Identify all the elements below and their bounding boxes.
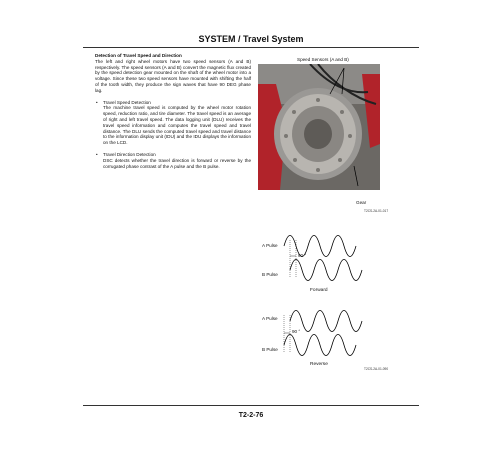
header-rule (83, 47, 419, 48)
speed-sensor-photo (258, 64, 380, 190)
bullet-title: • Travel Speed Detection (95, 100, 251, 106)
reverse-a-pulse-label: A Pulse (262, 316, 278, 321)
reverse-label: Reverse (310, 362, 328, 367)
forward-label: Forward (310, 288, 328, 293)
page-number: T2-2-76 (238, 412, 264, 419)
forward-b-pulse-label: B Pulse (262, 272, 278, 277)
bullet-body: DSC detects whether the travel direction is forward or reverse by the corrugated phase contrast of the A pulse and the B pulse. (103, 157, 251, 169)
left-text-column (95, 53, 251, 169)
bullet-title: • Travel Direction Detection (95, 152, 251, 158)
bullet-body: The machine travel speed is computed by the wheel motor rotation speed, reduction ratio, and tire diameter. The travel speed is an average of right and left travel speed. The data logging unit (DLU) receives the travel speed information and computes the travel speed and travel distance. The DLU sends the computed travel speed and travel distance to the information display unit (IDU) and the IDU displays the information on the LCD. (103, 105, 251, 146)
photo-caption: Speed Sensors (A and B) (297, 57, 349, 62)
reverse-b-pulse-label: B Pulse (262, 347, 278, 352)
waveform-code: T2CS-2A-01-090 (364, 367, 389, 371)
intro-paragraph: The left and right wheel motors have two speed sensors (A and B) respectively. The speed sensors (A and B) convert the magnetic flux created by the speed detection gear mounted on the shaft of the wheel motor into a voltage. Since these two speed sensors have mounted with shifting the half of the tooth width, they produce the sign waves that have 90 DEG phase lag. (95, 58, 251, 93)
forward-phase-label: 90 ° (298, 253, 307, 258)
reverse-waveform (262, 307, 372, 359)
forward-waveform (262, 232, 372, 284)
section-heading: Detection of Travel Speed and Direction (95, 53, 182, 58)
bullet-speed-detection (95, 100, 251, 146)
gear-label: Gear (356, 200, 367, 205)
forward-a-pulse-label: A Pulse (262, 243, 278, 248)
bullet-direction-detection (95, 152, 251, 169)
page-header-title: SYSTEM / Travel System (198, 34, 304, 44)
footer-rule (83, 405, 419, 406)
photo-code: T2CS-2A-01-017 (364, 209, 389, 213)
reverse-phase-label: 90 ° (292, 329, 301, 334)
